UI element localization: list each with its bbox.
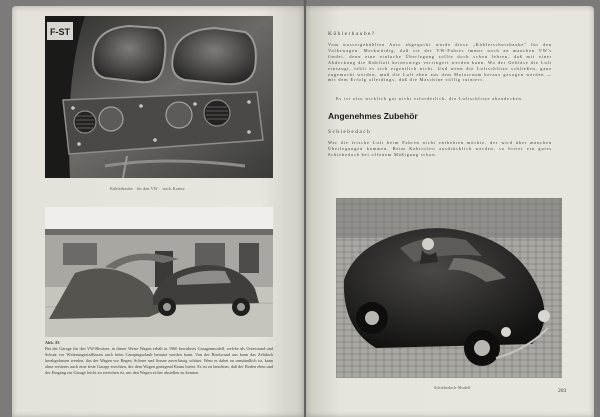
photo-sunroof-beetle <box>336 198 562 378</box>
sunroof-photo-caption: Schiebedach-Modell <box>434 385 471 390</box>
photo-garage-tent <box>45 207 273 337</box>
left-body-text: Bei der Garage für den VW-Besitzer, in dieser Weise Wagen erhält in 1960 bewährtes Garagenmodell, welche als Unterstand und Schutz vor Witterungseinflüssen auch beim Campingurlaub benutzt werden kann. Von der Rückwand aus kann das Zeltdach herabgelassen werden, das der Wagen vor Regen, Schnee und Sonne zuverlässig schützt. Wem es dabei zu umständlich ist, kann ohne weiteres auch eine feste Garage errichten, die dem Wagen genügend Raum bietet. Es ist zu beachten, daß der Boden eben und der Eingang zur Garage leicht zu erreichen ist, um den Wagen sicher abstellen zu können. <box>45 346 273 375</box>
section-title-zubehoer: Angenehmes Zubehör <box>328 111 418 121</box>
section-text-kuehlerhaube-2: Es ist also wirklich gar nicht erforderlich, die Luftschlitze abzudecken. <box>336 96 524 101</box>
garage-tent-photo-drawing <box>45 207 273 337</box>
svg-text:F-ST: F-ST <box>50 27 70 37</box>
left-page <box>12 6 304 417</box>
top-photo-caption: Kühlerhaube · für den VW · ·nach Krantz <box>110 186 185 191</box>
section-text-kuehlerhaube: Vom wassergekühlten Auto abgeguckt wurde diese „Kühlerschutzhaube" für den Volkswagen. Merkwürdig, daß sie der VW-Fahrer immer noch an manchen VW's findet, denn eine einfache Überlegung sollte doch schon lehren, daß mit einer Abdeckung die Kühlluft keineswegs verringert werden kann. Wo der Gebläse die Luft einsaugt, fehlt es sich eigentlich nicht. Und wenn die Luftschlitze schließen, ganz zugemacht werden, muß die Luft eben aus dem Motorraum heraus gesogen werden — mit dem Erfolg allerdings, daß die Maschine völlig ruiniert. <box>328 42 552 83</box>
section-title-kuehlerhaube: Kühlerhaube? <box>328 31 376 37</box>
subsection-title-schiebedach: Schiebedach <box>328 129 372 135</box>
right-page <box>306 6 594 417</box>
page-number: 203 <box>558 388 567 394</box>
photo-air-intake-grille <box>45 16 273 178</box>
section-text-schiebedach: Wer die frische Luft beim Fahren nicht entbehren möchte, der wird über manchen Überlegungen kommen. Beim Kabriolett ausdrücklich werden, so bietet ein gutes Schiebedach bei offenem Mäßigung schon. <box>328 140 552 157</box>
air-intake-photo-drawing <box>45 16 273 178</box>
sunroof-beetle-photo-drawing <box>336 198 562 378</box>
bottom-photo-caption: Abb. 83 <box>45 340 60 345</box>
